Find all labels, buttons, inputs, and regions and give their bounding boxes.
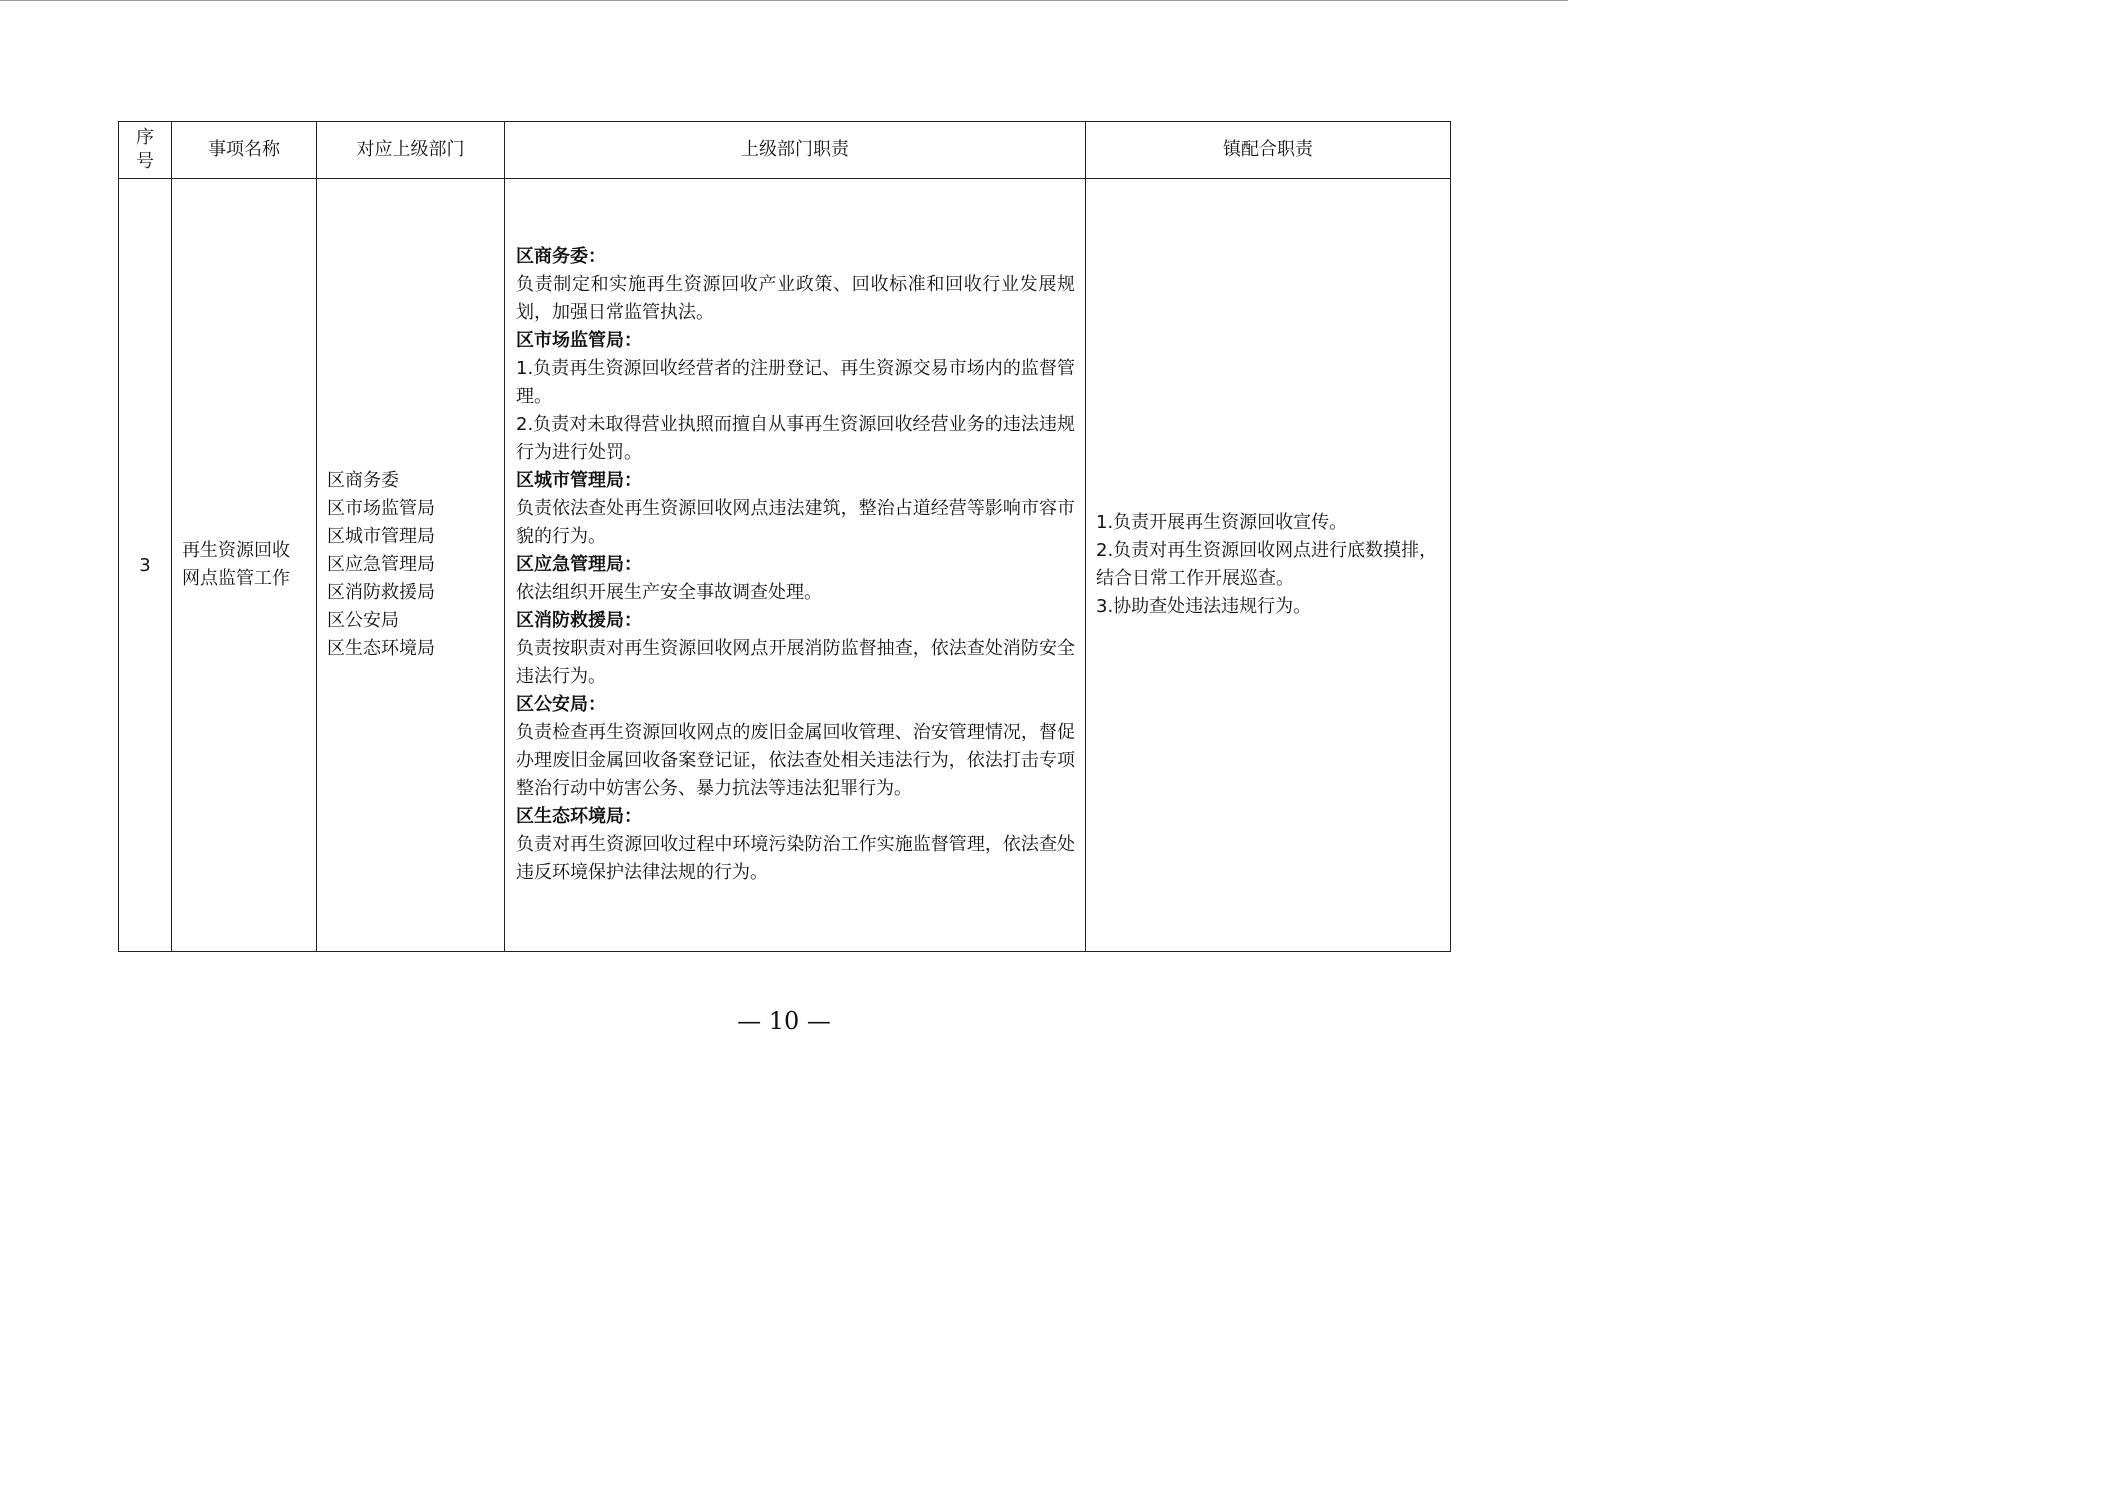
- duty-text: 依法组织开展生产安全事故调查处理。: [516, 582, 822, 603]
- table-row: [119, 179, 1451, 952]
- duty-text: 负责依法查处再生资源回收网点违法建筑，整治占道经营等影响市容市貌的行为。: [516, 498, 1075, 547]
- duty-dept-title: 区市场监管局：: [516, 330, 642, 351]
- duty-dept-title: 区城市管理局：: [516, 470, 642, 491]
- header-item-name: 事项名称: [172, 122, 317, 179]
- dept-list-item: 区生态环境局: [327, 638, 435, 659]
- dept-list-item: 区应急管理局: [327, 554, 435, 575]
- duty-dept-title: 区公安局：: [516, 694, 606, 715]
- cell-superior-duties: [505, 179, 1086, 952]
- duty-dept-title: 区应急管理局：: [516, 554, 642, 575]
- duty-text: 负责检查再生资源回收网点的废旧金属回收管理、治安管理情况，督促办理废旧金属回收备案登记证，依法查处相关违法行为，依法打击专项整治行动中妨害公务、暴力抗法等违法犯罪行为。: [516, 722, 1075, 799]
- header-superior-duties: 上级部门职责: [505, 122, 1086, 179]
- town-duty-item: 3.协助查处违法违规行为。: [1096, 596, 1312, 617]
- dept-list-item: 区城市管理局: [327, 526, 435, 547]
- dept-list-item: 区商务委: [327, 470, 399, 491]
- header-superior-depts: 对应上级部门: [317, 122, 505, 179]
- duty-dept-title: 区消防救援局：: [516, 610, 642, 631]
- duty-dept-title: 区商务委：: [516, 246, 606, 267]
- duty-dept-title: 区生态环境局：: [516, 806, 642, 827]
- duty-text: 负责制定和实施再生资源回收产业政策、回收标准和回收行业发展规划，加强日常监管执法。: [516, 274, 1075, 323]
- dept-list-item: 区市场监管局: [327, 498, 435, 519]
- header-index-line-2: 号: [136, 151, 154, 172]
- top-border-line: [0, 0, 1568, 1]
- header-index: [119, 122, 172, 179]
- cell-superior-depts: [317, 179, 505, 952]
- item-name-line: 再生资源回收: [182, 540, 290, 561]
- town-duty-item: 1.负责开展再生资源回收宣传。: [1096, 512, 1348, 533]
- item-name-line: 网点监管工作: [182, 568, 290, 589]
- page-number: — 10 —: [737, 1007, 831, 1035]
- header-index-line-1: 序: [136, 127, 154, 148]
- dept-list-item: 区消防救援局: [327, 582, 435, 603]
- town-duty-item: 2.负责对再生资源回收网点进行底数摸排，结合日常工作开展巡查。: [1096, 540, 1438, 589]
- duty-text: 2.负责对未取得营业执照而擅自从事再生资源回收经营业务的违法违规行为进行处罚。: [516, 414, 1075, 463]
- duty-text: 负责按职责对再生资源回收网点开展消防监督抽查，依法查处消防安全违法行为。: [516, 638, 1075, 687]
- table-header-row: [119, 122, 1451, 179]
- duty-text: 负责对再生资源回收过程中环境污染防治工作实施监督管理，依法查处违反环境保护法律法规的行为。: [516, 834, 1075, 883]
- cell-item-name: [172, 179, 317, 952]
- header-town-duties: 镇配合职责: [1086, 122, 1451, 179]
- cell-town-duties: [1086, 179, 1451, 952]
- cell-index: 3: [119, 179, 172, 952]
- duty-text: 1.负责再生资源回收经营者的注册登记、再生资源交易市场内的监督管理。: [516, 358, 1075, 407]
- duty-table: [118, 121, 1451, 952]
- dept-list-item: 区公安局: [327, 610, 399, 631]
